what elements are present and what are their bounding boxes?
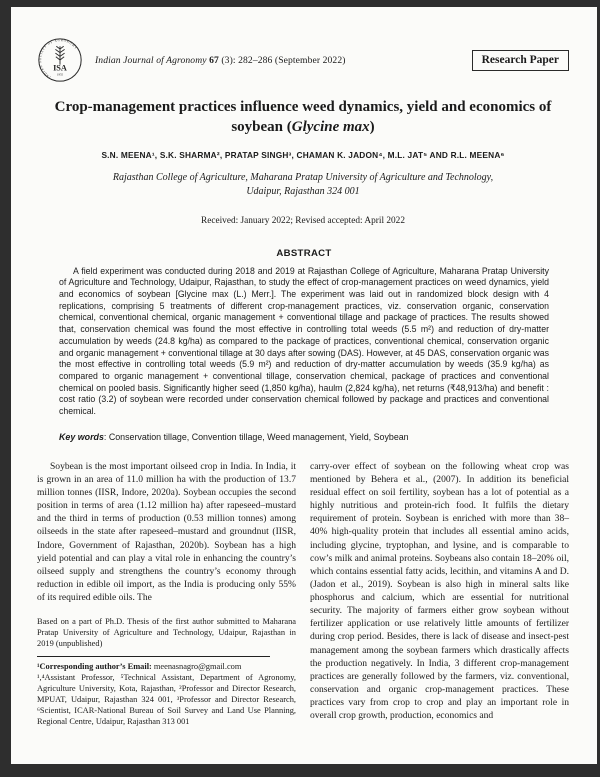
abstract-heading: ABSTRACT bbox=[276, 247, 332, 259]
title-line2-pre: soybean ( bbox=[231, 119, 292, 136]
wheat-icon bbox=[55, 46, 64, 64]
affiliations-footnote: ¹,⁴Assistant Professor, ⁵Technical Assistant, Department of Agronomy, Agriculture University, Kota, Rajasthan, ²Professor and Director Research, MPUAT, Udaipur, Rajasthan 324 001, ³Professor and Director Research, ⁶Scientist, ICAR-National Bureau of Soil Survey and Land Use Planning, Regional Centre, Udaipur, Rajasthan 313 001 bbox=[37, 672, 296, 726]
thesis-note: Based on a part of Ph.D. Thesis of the first author submitted to Maharana Pratap University of Agriculture and Technology, Udaipur, Rajasthan in 2019 (unpublished) bbox=[37, 617, 296, 649]
journal-volume: 67 bbox=[209, 54, 219, 66]
paper-page bbox=[11, 7, 597, 764]
journal-issue-pages: (3): 282–286 (September 2022) bbox=[218, 54, 346, 66]
corresponding-email: meenasnagro@gmail.com bbox=[151, 661, 242, 671]
society-seal-icon bbox=[37, 37, 83, 83]
body-columns bbox=[37, 460, 569, 728]
affiliation bbox=[37, 171, 569, 200]
keywords-list: : Conservation tillage, Convention tillage, Weed management, Yield, Soybean bbox=[103, 431, 409, 442]
abstract-text: A field experiment was conducted during 2018 and 2019 at Rajasthan College of Agriculture, Maharana Pratap University of Agriculture and Technology, Udaipur, Rajasthan, to study the effect of crop-management practices on weed dynamics, yield and economics of soybean [Glycine max (L.) Merr.]. The experiment was laid out in randomized block design with 4 replications, comprising 5 treatments of different crop-management practices, viz. conservation organic, conservation chemical, conventional chemical, organic management + conventional tillage and package of practices. The results showed that, conservation chemical was found the most effective in controlling total weeds (5.5 m²) and reduction of dry-matter accumulation by weeds (24.8 kg/ha) as compared to the package of practices, conventional chemical, conservation organic and organic management + conventional tillage at 30 days after sowing (DAS). However, at 45 DAS, conservation organic was the most effective in controlling total weeds (5.9 m²) and reduction of dry-matter accumulation by weeds (35.9 kg/ha) as compared to organic management + conventional tillage, conservation chemical, package of practices and conventional chemical on pooled basis. Significantly higher seed (1,850 kg/ha), haulm (2,824 kg/ha), net returns (₹48,913/ha) and benefit : cost ratio (3.2) of soybean were recorded under conservation chemical followed by package and practices and conventional chemical. bbox=[59, 265, 549, 417]
keywords-line bbox=[59, 432, 549, 442]
journal-citation bbox=[95, 55, 346, 66]
affiliation-line2: Udaipur, Rajasthan 324 001 bbox=[246, 186, 360, 197]
affiliation-line1: Rajasthan College of Agriculture, Maharana Pratap University of Agriculture and Technology, bbox=[112, 171, 494, 183]
article-title bbox=[41, 97, 565, 138]
authors-line: S.N. MEENA¹, S.K. SHARMA², PRATAP SINGH³, CHAMAN K. JADON⁴, M.L. JAT⁵ AND R.L. MEENA⁶ bbox=[101, 149, 505, 160]
title-line1: Crop-management practices influence weed dynamics, yield and economics of bbox=[54, 99, 552, 115]
research-paper-badge: Research Paper bbox=[472, 50, 569, 71]
left-column bbox=[37, 460, 296, 728]
right-column bbox=[310, 460, 569, 728]
title-species-italic: Glycine max bbox=[291, 119, 370, 136]
journal-name: Indian Journal of Agronomy bbox=[95, 54, 207, 66]
svg-text:INDIAN SOCIETY OF AGRONOMY: INDIAN SOCIETY OF AGRONOMY bbox=[38, 38, 79, 80]
intro-paragraph-left: Soybean is the most important oilseed crop in India. In India, it is grown in an area of 11.0 million ha with the production of 13.7 million tonnes (IISR, Indore, 2020a). Soybean occupies the second position in terms of area (1.12 million ha) after rapeseed–mustard and the third in terms of production (0.53 million tonnes) among oilseeds in the state after rapeseed–mustard and groundnut (IISR, Indore, Government of Rajasthan, 2020b). Soybean has a high yield potential and can play a vital role in enhancing the country’s oilseed supply and strengthens the country’s economy through reduction in edible oil import, as the India is producing only 55% of its required edible oils. The bbox=[37, 460, 296, 604]
corresponding-author-line bbox=[37, 662, 296, 673]
corresponding-label: ¹Corresponding author’s Email: bbox=[37, 661, 152, 671]
footnote-block bbox=[37, 617, 296, 727]
svg-text:ISA: ISA bbox=[53, 63, 67, 73]
abstract-section bbox=[59, 248, 549, 418]
intro-paragraph-right: carry-over effect of soybean on the following wheat crop was mentioned by Behera et al., (2007). In addition its beneficial residual effect on soil fertility, soybean has a lot of potential as a highly nutritious and protein-rich food. It fulfils the dietary requirement of protein. Soybean is enriched with more than 38–40% high-quality protein that includes all essential amino acids, including glycine, tryptophan, and lysine, and is comparable to cow’s milk and animal proteins. Soybeans also contain 18–20% oil, which contains essential fatty acids, lecithin, and vitamins A and D. (Jadon et al., 2019). Soybean is also high in mineral salts like phosphorus and calcium, which are essential for nutritional security. The majority of farmers either grow soybean without fertilizer application or use relatively little amounts of fertilizer during crop period. Besides, there is lack of disease and insect-pest management among the soybean farmers which drastically affects the production negatively. In India, 3 different crop-management practices are generally followed by the farmers, viz. conventional, conservation and organic crop-management practices. These practices vary from crop to crop and play an important role in overall crop growth, production, economics and bbox=[310, 460, 569, 722]
journal-header bbox=[37, 37, 569, 83]
svg-text:1955: 1955 bbox=[56, 72, 64, 77]
footnote-divider bbox=[37, 656, 270, 657]
keywords-label: Key words bbox=[59, 431, 104, 442]
title-line2-post: ) bbox=[369, 119, 375, 136]
received-dates: Received: January 2022; Revised accepted: April 2022 bbox=[201, 215, 405, 226]
